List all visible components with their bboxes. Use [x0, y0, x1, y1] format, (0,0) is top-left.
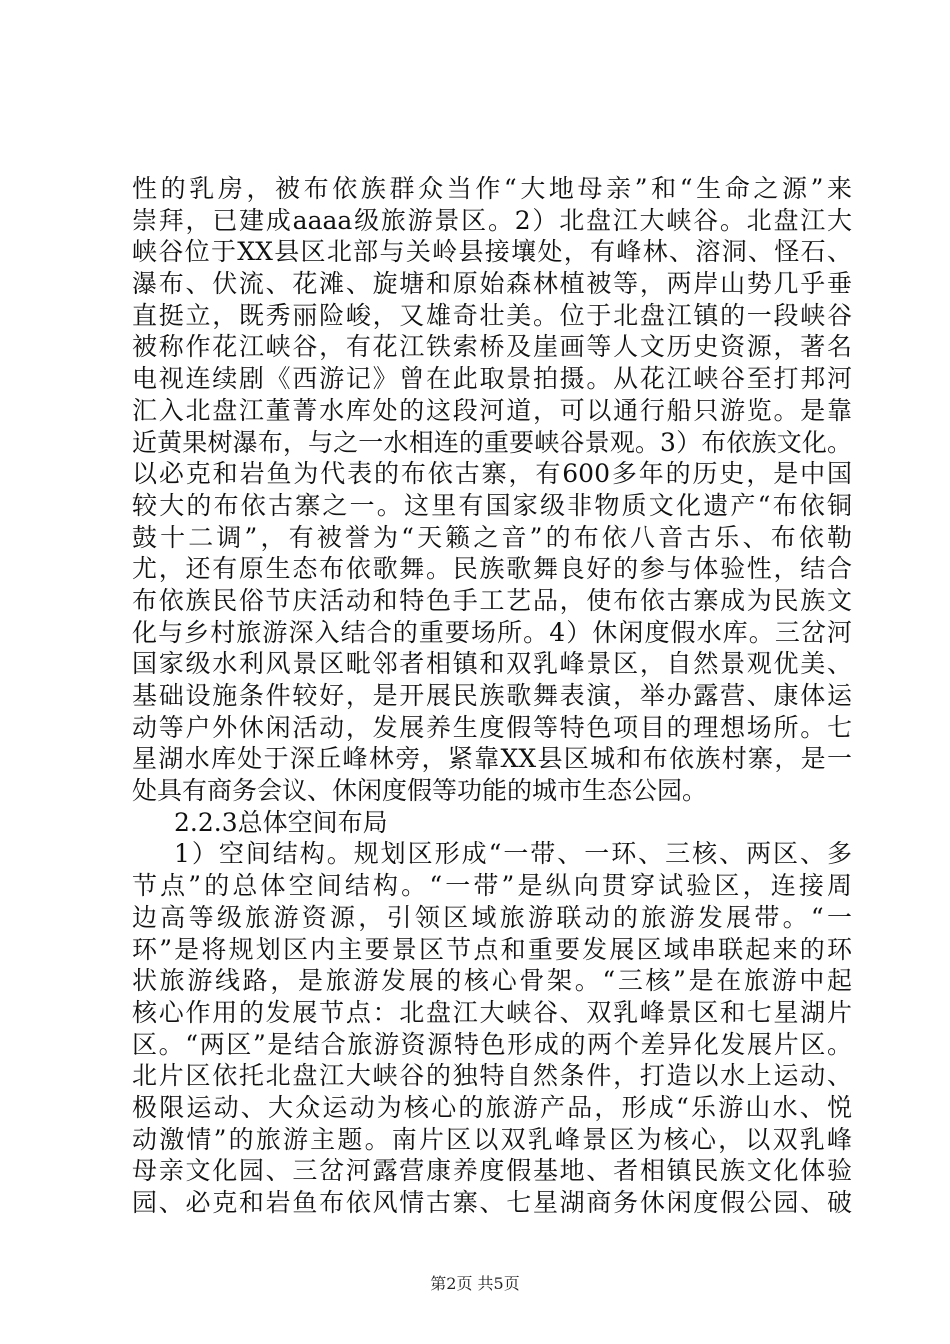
text-line: 较大的布依古寨之一。这里有国家级非物质文化遗产“布依铜: [132, 490, 852, 520]
text-line: 峡谷位于XX县区北部与关岭县接壤处，有峰林、溶洞、怪石、: [132, 237, 852, 267]
text-line: 状旅游线路，是旅游发展的核心骨架。“三核”是在旅游中起: [132, 966, 852, 996]
page-footer: 第2页 共5页: [430, 1274, 520, 1293]
text-line: 直挺立，既秀丽险峻，又雄奇壮美。位于北盘江镇的一段峡谷: [132, 300, 852, 330]
text-line: 汇入北盘江董菁水库处的这段河道，可以通行船只游览。是靠: [132, 395, 852, 425]
text-line: 节点”的总体空间结构。“一带”是纵向贯穿试验区，连接周: [132, 871, 852, 901]
section-heading: 2.2.3总体空间布局: [174, 807, 388, 837]
text-line: 被称作花江峡谷，有花江铁索桥及崖画等人文历史资源，著名: [132, 332, 852, 362]
text-line: 瀑布、伏流、花滩、旋塘和原始森林植被等，两岸山势几乎垂: [132, 269, 852, 299]
text-line: 环”是将规划区内主要景区节点和重要发展区域串联起来的环: [132, 934, 852, 964]
body-text: [132, 173, 852, 1219]
text-line: 性的乳房，被布依族群众当作“大地母亲”和“生命之源”来: [132, 174, 852, 203]
text-line: 崇拜，已建成aaaa级旅游景区。2）北盘江大峡谷。北盘江大: [132, 205, 852, 235]
text-line: 动等户外休闲活动，发展养生度假等特色项目的理想场所。七: [132, 712, 852, 742]
text-line: 极限运动、大众运动为核心的旅游产品，形成“乐游山水、悦: [132, 1092, 852, 1122]
text-line: 电视连续剧《西游记》曾在此取景拍摄。从花江峡谷至打邦河: [132, 364, 852, 394]
text-line: 以必克和岩鱼为代表的布依古寨，有600多年的历史，是中国: [132, 459, 852, 489]
text-line: 尤，还有原生态布依歌舞。民族歌舞良好的参与体验性，结合: [132, 554, 852, 584]
text-line: 母亲文化园、三岔河露营康养度假基地、者相镇民族文化体验: [132, 1156, 852, 1186]
text-line: 化与乡村旅游深入结合的重要场所。4）休闲度假水库。三岔河: [132, 617, 852, 647]
text-line: 核心作用的发展节点：北盘江大峡谷、双乳峰景区和七星湖片: [132, 997, 852, 1027]
text-line: 基础设施条件较好，是开展民族歌舞表演，举办露营、康体运: [132, 681, 852, 710]
text-line: 鼓十二调”，有被誉为“天籁之音”的布依八音古乐、布依勒: [132, 522, 852, 552]
text-line: 星湖水库处于深丘峰林旁，紧靠XX县区城和布依族村寨，是一: [132, 744, 852, 774]
text-line: 布依族民俗节庆活动和特色手工艺品，使布依古寨成为民族文: [132, 585, 852, 615]
text-line: 处具有商务会议、休闲度假等功能的城市生态公园。: [132, 776, 708, 806]
text-line: 北片区依托北盘江大峡谷的独特自然条件，打造以水上运动、: [132, 1061, 852, 1091]
text-line: 近黄果树瀑布，与之一水相连的重要峡谷景观。3）布依族文化。: [132, 427, 852, 457]
text-line: 1）空间结构。规划区形成“一带、一环、三核、两区、多: [174, 839, 852, 869]
text-line: 国家级水利风景区毗邻者相镇和双乳峰景区，自然景观优美、: [132, 649, 852, 679]
text-line: 区。“两区”是结合旅游资源特色形成的两个差异化发展片区。: [132, 1029, 852, 1059]
text-line: 边高等级旅游资源，引领区域旅游联动的旅游发展带。“一: [132, 902, 852, 932]
text-line: 动激情”的旅游主题。南片区以双乳峰景区为核心，以双乳峰: [132, 1124, 852, 1154]
text-line: 园、必克和岩鱼布依风情古寨、七星湖商务休闲度假公园、破: [132, 1188, 852, 1217]
